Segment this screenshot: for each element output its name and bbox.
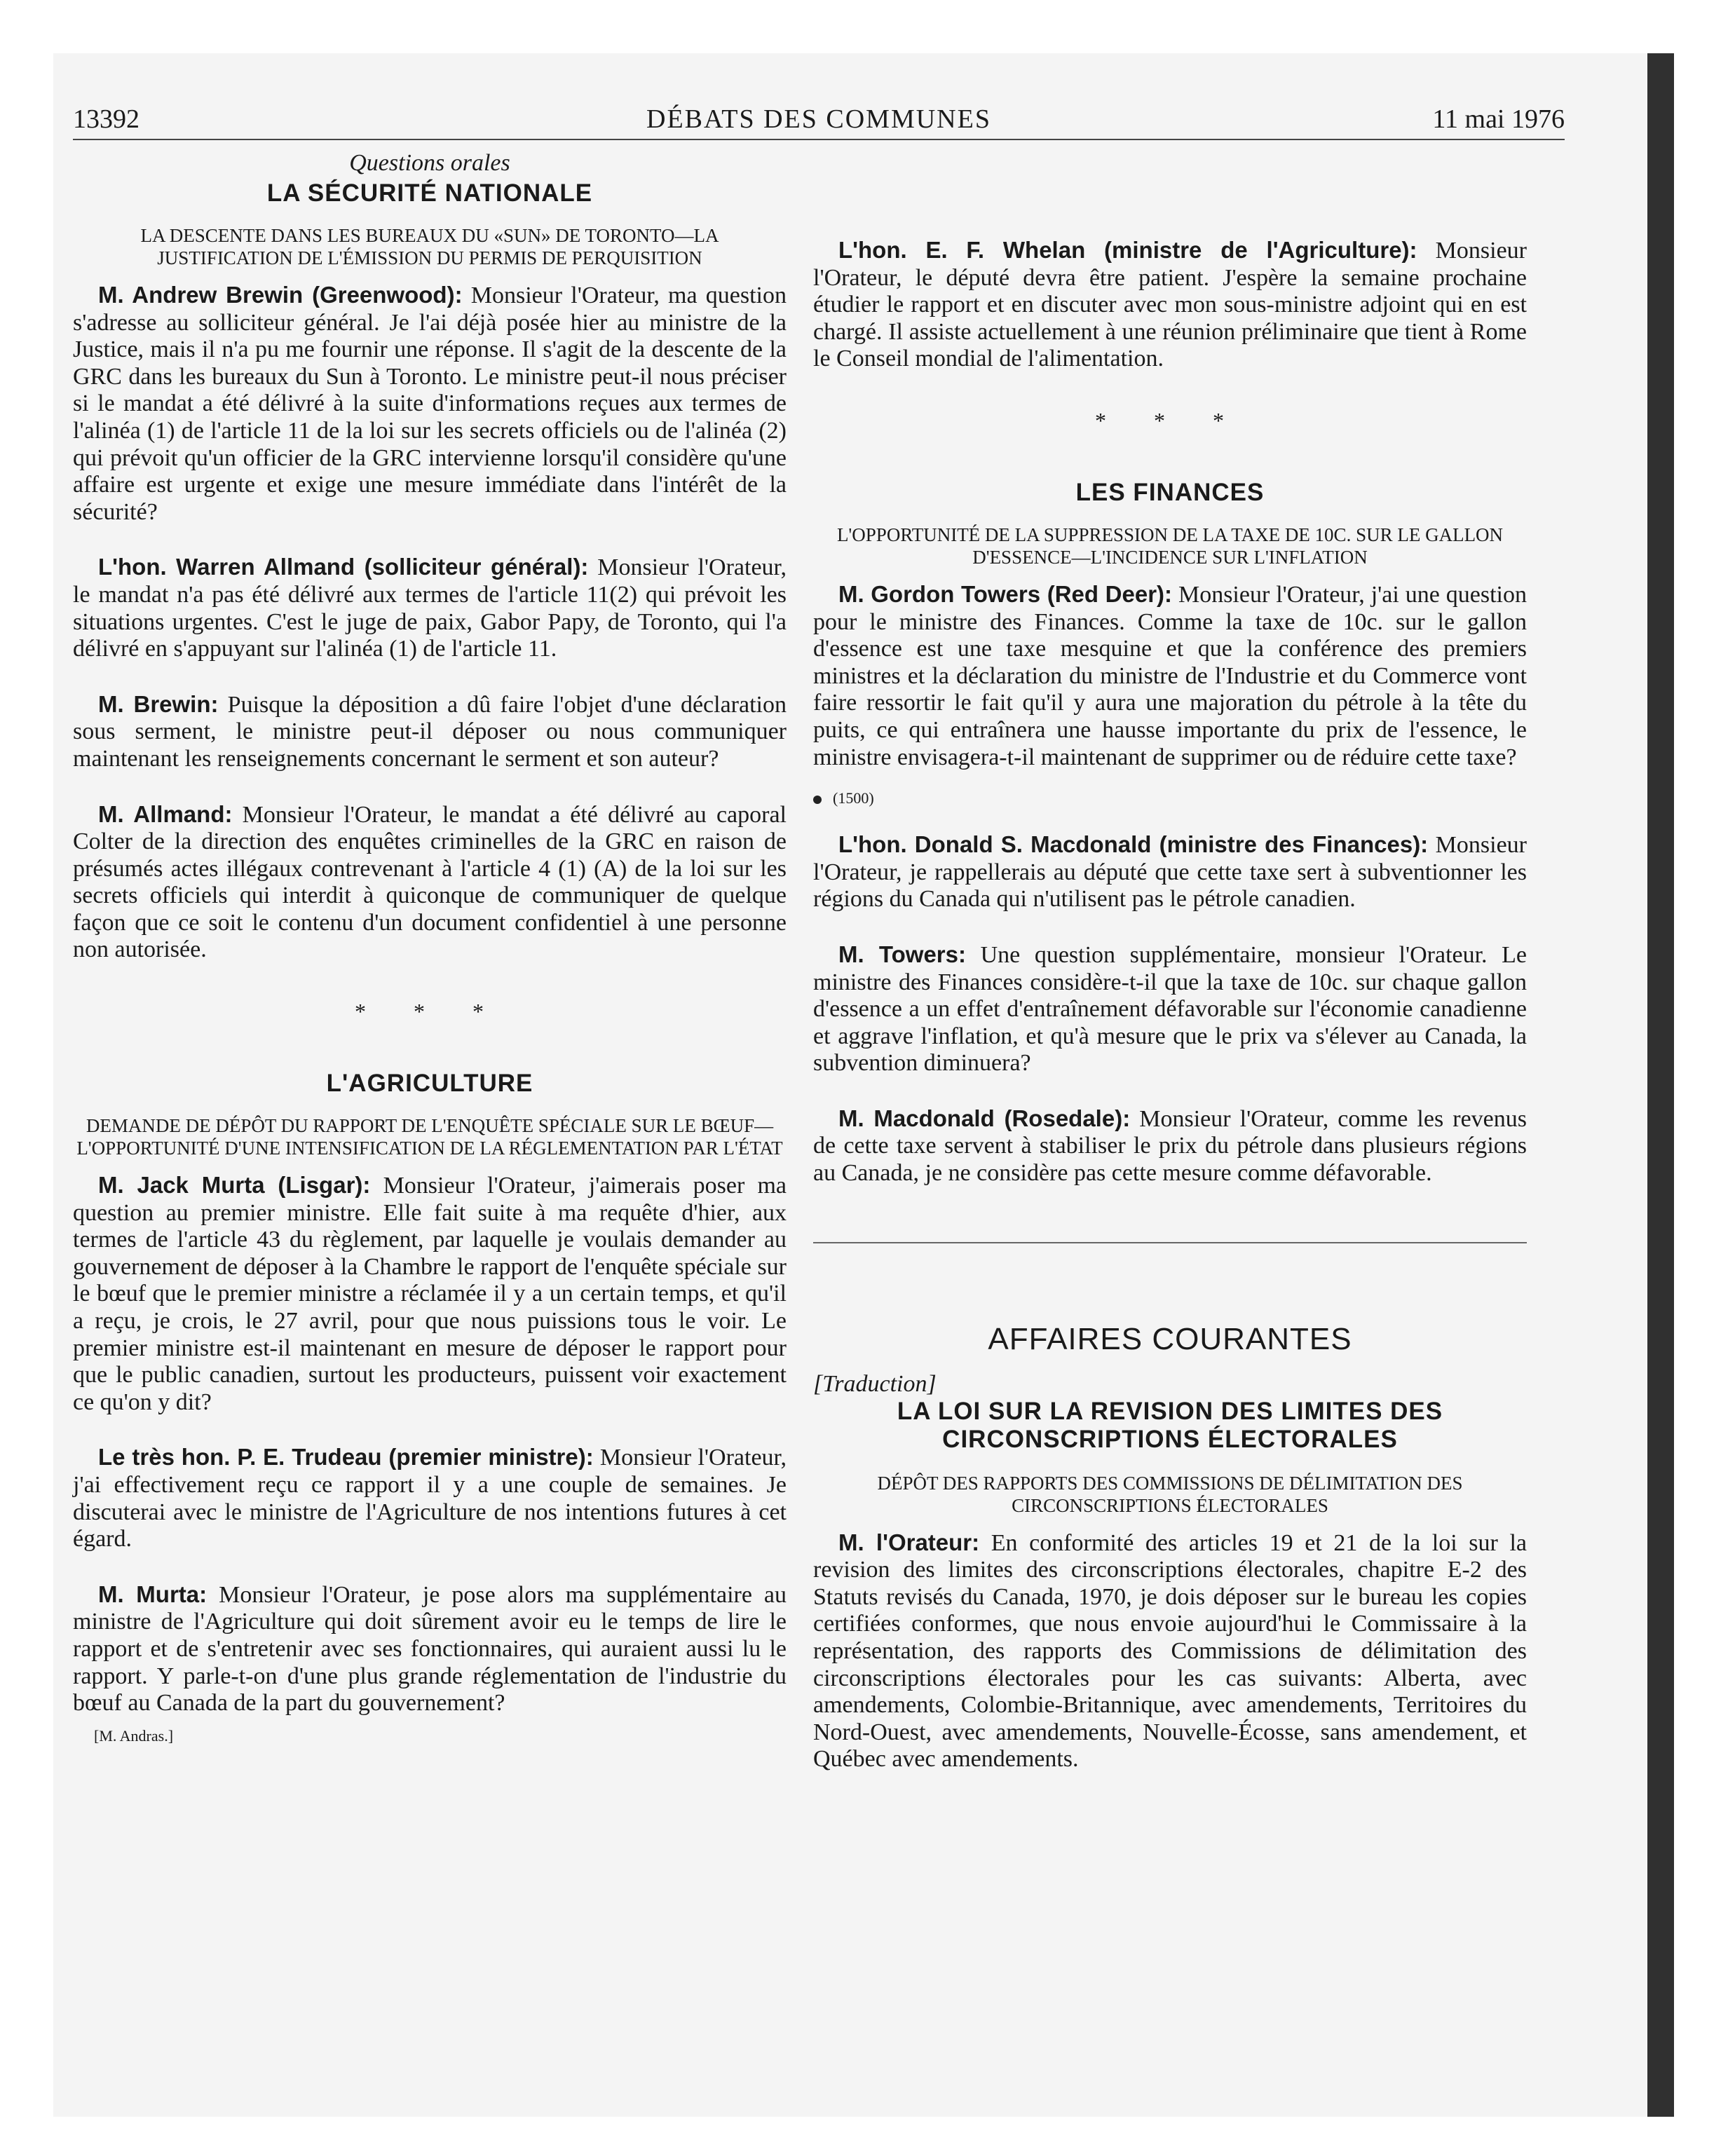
speaker: L'hon. Donald S. Macdonald (ministre des Finances): — [838, 831, 1429, 858]
scan-edge — [1647, 53, 1674, 2117]
section-title-agriculture: L'AGRICULTURE — [326, 1070, 533, 1098]
section-divider-stars: * * * — [1095, 407, 1245, 433]
left-column — [73, 150, 787, 1745]
speaker: L'hon. E. F. Whelan (ministre de l'Agriculture): — [838, 237, 1417, 263]
subsection-title: DÉPÔT DES RAPPORTS DES COMMISSIONS DE DÉLIMITATION DES CIRCONSCRIPTIONS ÉLECTORALES — [877, 1472, 1463, 1516]
subsection-title: DEMANDE DE DÉPÔT DU RAPPORT DE L'ENQUÊTE SPÉCIALE SUR LE BŒUF—L'OPPORTUNITÉ D'UNE INTENSIFICATION DE LA RÉGLEMENTATION PAR L'ÉTAT — [76, 1115, 783, 1159]
section-rule — [813, 1242, 1527, 1243]
speech-text: Monsieur l'Orateur, le député devra être patient. J'espère la semaine prochaine étudier le rapport et en discuter avec mon sous-ministre adjoint qui en est chargé. Il assiste actuellement à une réunion préliminaire que tient à Rome le Conseil mondial de l'alimentation. — [813, 238, 1528, 372]
speech-text: En conformité des articles 19 et 21 de la loi sur la revision des limites des circonscriptions électorales, chapitre E-2 des Statuts revisés du Canada, 1970, je dois déposer sur le bureau les copies certifiées conformes, que nous envoie aujourd'hui le Commissaire à la représentation, des rapports des Commissions de délimitation des circonscriptions électorales pour les cas suivants: Alberta, avec amendements, Colombie-Britannique, avec amendements, Territoires du Nord-Ouest, avec amendements, Nouvelle-Écosse, sans amendement, et Québec avec amendements. — [813, 1529, 1527, 1773]
section-title-loi: LA LOI SUR LA REVISION DES LIMITES DES CIRCONSCRIPTIONS ÉLECTORALES — [897, 1397, 1443, 1453]
bullet-dot-icon — [813, 796, 822, 804]
speech-paragraph — [813, 581, 1527, 771]
speech-paragraph — [73, 1581, 787, 1717]
subsection-title: LA DESCENTE DANS LES BUREAUX DU «SUN» DE TORONTO—LA JUSTIFICATION DE L'ÉMISSION DU PERMIS DE PERQUISITION — [140, 225, 719, 268]
speech-paragraph — [813, 1529, 1527, 1773]
subsection-title: L'OPPORTUNITÉ DE LA SUPPRESSION DE LA TAXE DE 10C. SUR LE GALLON D'ESSENCE—L'INCIDENCE SUR L'INFLATION — [836, 524, 1504, 568]
section-divider-stars: * * * — [355, 999, 505, 1025]
speaker: M. Gordon Towers (Red Deer): — [838, 580, 1173, 607]
section-title-securite: LA SÉCURITÉ NATIONALE — [266, 179, 593, 207]
speech-paragraph — [813, 831, 1527, 913]
speech-text: Monsieur l'Orateur, je rappellerais au député que cette taxe sert à subventionner les régions du Canada qui n'utilisent pas le pétrole canadien. — [813, 832, 1527, 913]
speech-text: Monsieur l'Orateur, j'ai une question pour le ministre des Finances. Comme la taxe de 10c. sur le gallon d'essence est une taxe mesquine et que la conférence des premiers ministres et la déclaration du ministre de l'Industrie et du Commerce vont faire ressortir le fait qu'il y aura une majoration du pétrole à la tête du puits, ce qui entraînera une hausse importante du prix de l'essence, le ministre envisagera-t-il maintenant de supprimer ou de réduire cette taxe? — [813, 581, 1527, 770]
speaker: M. Macdonald (Rosedale): — [838, 1105, 1131, 1131]
speaker: M. Murta: — [98, 1581, 207, 1607]
speech-paragraph — [73, 1172, 787, 1416]
speaker: L'hon. Warren Allmand (solliciteur général): — [98, 554, 589, 580]
time-marker — [813, 789, 1527, 807]
right-column — [813, 150, 1527, 1773]
page-number: 13392 — [73, 104, 140, 134]
page-date: 11 mai 1976 — [1432, 104, 1565, 134]
speaker: M. Towers: — [838, 941, 966, 967]
time-marker-text: (1500) — [833, 789, 874, 807]
speech-paragraph — [73, 801, 787, 964]
section-title-affaires-courantes: AFFAIRES COURANTES — [988, 1321, 1352, 1356]
speech-paragraph — [813, 1105, 1527, 1187]
page-footer-note: [M. Andras.] — [94, 1726, 174, 1745]
speech-text: Monsieur l'Orateur, j'ai effectivement reçu ce rapport il y a une couple de semaines. Je discuterai avec le ministre de l'Agriculture de nos intentions futures à cet égard. — [73, 1445, 787, 1553]
speech-paragraph — [73, 691, 787, 773]
kicker: Questions orales — [349, 150, 510, 176]
speech-paragraph — [73, 282, 787, 526]
speaker: M. Andrew Brewin (Greenwood): — [98, 282, 463, 308]
speech-text: Monsieur l'Orateur, ma question s'adresse au solliciteur général. Je l'ai déjà posée hier au ministre de la Justice, mais il n'a pu me fournir une réponse. Il s'agit de la descente de la GRC dans les bureaux du Sun à Toronto. Le ministre peut-il nous préciser si le mandat a été délivré à la suite d'informations reçues aux termes de l'alinéa (1) de l'article 11 de la loi sur les secrets officiels ou de l'alinéa (2) qui prévoit qu'un officier de la GRC intervienne lorsqu'il considère qu'une affaire est urgente et exige une mesure immédiate dans l'intérêt de la sécurité? — [73, 282, 787, 525]
translation-note: [Traduction] — [813, 1370, 937, 1397]
speaker: M. Brewin: — [98, 690, 219, 717]
speech-paragraph — [813, 941, 1527, 1077]
section-title-finances: LES FINANCES — [1075, 478, 1265, 506]
speech-paragraph — [813, 237, 1527, 373]
speaker: M. Allmand: — [98, 800, 233, 827]
speaker: M. l'Orateur: — [838, 1529, 980, 1555]
publication-title: DÉBATS DES COMMUNES — [646, 104, 991, 134]
speech-paragraph — [73, 1444, 787, 1553]
speaker: M. Jack Murta (Lisgar): — [98, 1172, 371, 1199]
speech-text: Monsieur l'Orateur, le mandat a été délivré au caporal Colter de la direction des enquêtes criminelles de la GRC en raison de présumés actes illégaux contrevenant à l'article 4 (1) (A) de la loi sur les secrets officiels qui interdit à quiconque de communiquer de quelque façon que ce soit le contenu d'un document confidentiel à une personne non autorisée. — [73, 801, 787, 963]
speech-text: Puisque la déposition a dû faire l'objet d'une déclaration sous serment, le ministre peut-il déposer ou nous communiquer maintenant les renseignements concernant le serment et son auteur? — [73, 691, 787, 772]
speech-text: Une question supplémentaire, monsieur l'Orateur. Le ministre des Finances considère-t-il que la taxe de 10c. sur chaque gallon d'essence a un effet d'entraînement défavorable sur l'économie canadienne et aggrave l'inflation, et qu'à mesure que le prix va s'élever au Canada, la subvention diminuera? — [813, 941, 1528, 1077]
speech-text: Monsieur l'Orateur, je pose alors ma supplémentaire au ministre de l'Agriculture qui doit sûrement avoir eu le temps de lire le rapport et de s'entretenir avec ses fonctionnaires, qui auraient aussi lu le rapport. Y parle-t-on d'une plus grande réglementation de l'industrie du bœuf au Canada de la part du gouvernement? — [73, 1581, 787, 1717]
speech-text: Monsieur l'Orateur, le mandat n'a pas été délivré aux termes de l'article 11(2) qui prévoit les situations urgentes. C'est le juge de paix, Gabor Papy, de Toronto, qui l'a délivré en s'appuyant sur l'alinéa (1) de l'article 11. — [73, 554, 787, 662]
speech-text: Monsieur l'Orateur, comme les revenus de cette taxe servent à stabiliser le prix du pétrole dans plusieurs régions au Canada, je ne considère pas cette mesure comme défavorable. — [813, 1105, 1527, 1187]
speaker: Le très hon. P. E. Trudeau (premier ministre): — [98, 1444, 594, 1471]
page-header — [73, 100, 1565, 140]
speech-paragraph — [73, 554, 787, 662]
speech-text: Monsieur l'Orateur, j'aimerais poser ma question au premier ministre. Elle fait suite à ma requête d'hier, aux termes de l'article 43 du règlement, par laquelle je voulais demander au gouvernement de déposer à la Chambre le rapport de l'enquête spéciale sur le bœuf que le premier ministre a réclamée il y a un certain temps, et qu'il a reçu, je crois, le 27 avril, pour que nous puissions tous le voir. Le premier ministre est-il maintenant en mesure de déposer le rapport pour que le public canadien, surtout les producteurs, puissent voir exactement ce qu'on y dit? — [73, 1173, 787, 1415]
